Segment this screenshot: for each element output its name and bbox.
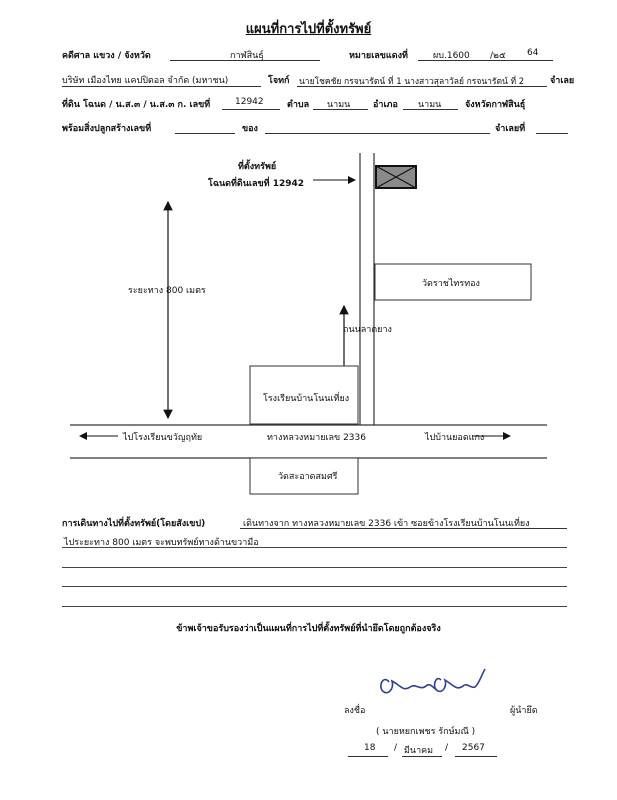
date-sep-1: / xyxy=(394,743,398,753)
blank-line-2 xyxy=(62,586,567,587)
signer-name: ( นายหยกเพชร รักษ์มณี ) xyxy=(376,727,476,737)
temple2-label: วัดสะอาดสมศรี xyxy=(278,472,338,482)
blank-line-1 xyxy=(62,567,567,568)
location-map xyxy=(0,140,617,510)
blank-line-3 xyxy=(62,606,567,607)
province-label: จังหวัดกาฬสินธุ์ xyxy=(465,100,526,110)
left-destination: ไปโรงเรียนขวัญฤทัย xyxy=(123,433,203,443)
school-label: โรงเรียนบ้านโนนเที่ยง xyxy=(263,394,350,404)
of-label: ของ xyxy=(242,124,258,134)
date-month: มีนาคม xyxy=(404,746,434,756)
deed-label: โฉนดที่ดินเลขที่ 12942 xyxy=(208,179,305,189)
map-canvas xyxy=(0,140,617,510)
building-label: พร้อมสิ่งปลูกสร้างเลขที่ xyxy=(62,124,152,134)
district-label: อำเภอ xyxy=(373,100,398,110)
date-day: 18 xyxy=(364,743,376,753)
road-label: ถนนลาดยาง xyxy=(343,325,392,335)
land-label: ที่ดิน โฉนด / น.ส.๓ / น.ส.๓ ก. เลขที่ xyxy=(62,100,211,110)
case-no-sep: /๒๕ xyxy=(490,51,506,61)
directions-line2: ไประยะทาง 800 เมตร จะพบทรัพย์ทางด้านขวามือ xyxy=(64,538,259,548)
court-value: กาฬสินธุ์ xyxy=(230,51,264,61)
defendant-suffix: จำเลย xyxy=(550,76,575,86)
property-label: ที่ตั้งทรัพย์ xyxy=(238,162,277,172)
defendant-end-label: จำเลยที่ xyxy=(495,124,526,134)
date-sep-2: / xyxy=(445,743,449,753)
signer-role: ผู้นำยึด xyxy=(510,706,538,716)
date-day-underline xyxy=(348,756,388,757)
directions-label: การเดินทางไปที่ตั้งทรัพย์(โดยสังเขป) xyxy=(62,519,206,529)
subdistrict-label: ตำบล xyxy=(287,100,310,110)
directions-line1: เดินทางจาก ทางหลวงหมายเลข 2336 เข้า ซอยข้างโรงเรียนบ้านโนนเที่ยง xyxy=(243,519,530,529)
land-no: 12942 xyxy=(235,97,264,107)
defendant-label: โจทก์ xyxy=(268,76,290,86)
right-destination: ไปบ้านยอดแกง xyxy=(425,433,485,443)
building-underline xyxy=(175,133,235,134)
case-no-label: หมายเลขแดงที่ xyxy=(349,51,408,61)
certification-text: ข้าพเจ้าขอรับรองว่าเป็นแผนที่การไปที่ตั้งทรัพย์ที่นำยึดโดยถูกต้องจริง xyxy=(176,624,441,634)
plaintiff-name: บริษัท เมืองไทย แคปปิตอล จำกัด (มหาชน) xyxy=(62,76,229,86)
land-no-underline xyxy=(222,109,280,110)
signature-mark xyxy=(375,666,490,706)
highway-label: ทางหลวงหมายเลข 2336 xyxy=(267,433,366,443)
district-value: นามน xyxy=(418,100,442,110)
date-year-underline xyxy=(455,756,497,757)
page-title: แผนที่การไปที่ตั้งทรัพย์ xyxy=(245,22,372,37)
owner-underline xyxy=(265,133,490,134)
case-year: 64 xyxy=(527,48,539,58)
date-year: 2567 xyxy=(462,743,485,753)
court-label: คดีศาล แขวง / จังหวัด xyxy=(62,51,151,61)
defendant-no-underline xyxy=(536,133,568,134)
defendant-name: นายโชคชัย กรจนารัตน์ ที่ 1 นางสาวสุลาวัลย์ กรจนารัตน์ ที่ 2 xyxy=(299,77,525,87)
sign-label: ลงชื่อ xyxy=(344,706,366,716)
subdistrict-value: นามน xyxy=(327,100,351,110)
temple1-label: วัดราชไทรทอง xyxy=(422,279,480,289)
case-no-value: ผบ.1600 xyxy=(433,51,470,61)
distance-label: ระยะทาง 800 เมตร xyxy=(128,286,206,296)
